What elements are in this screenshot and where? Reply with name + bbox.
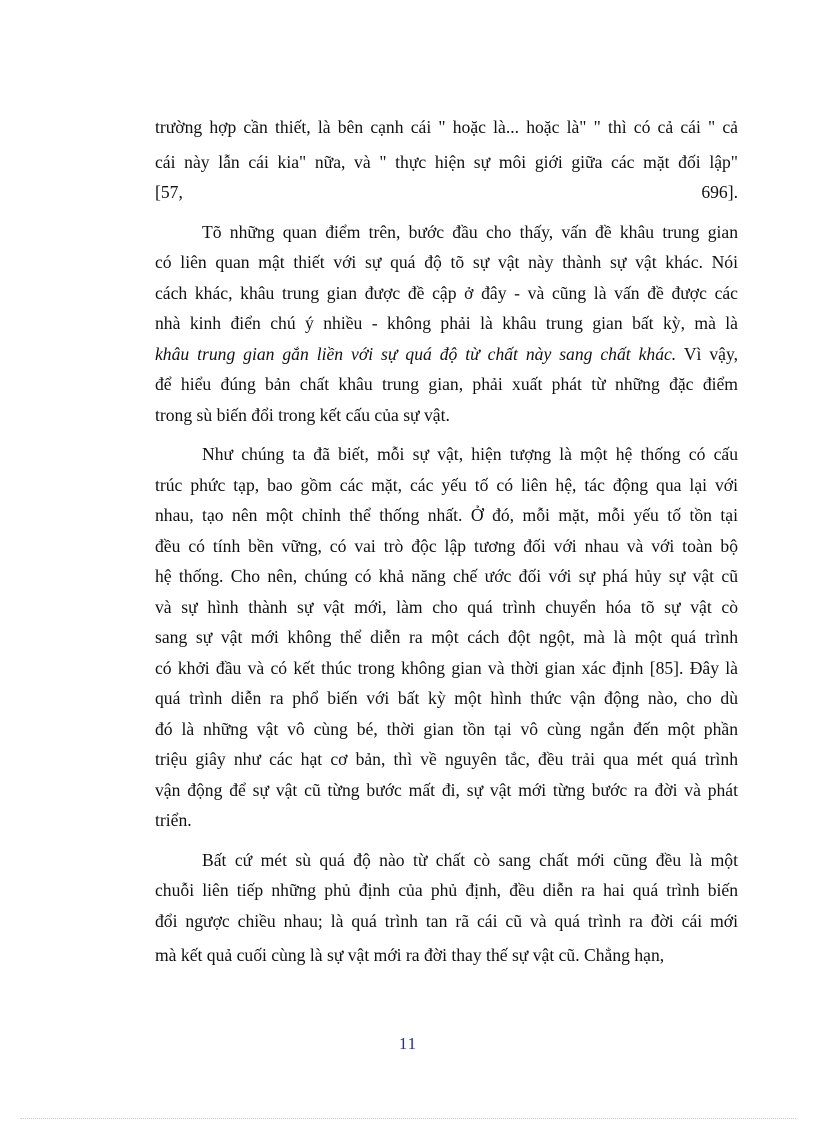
text-line: chuỗi liên tiếp những phủ định của phủ định, đều diễn ra hai quá trình biến — [155, 880, 738, 900]
text-line: để hiểu đúng bản chất khâu trung gian, phải xuất phát từ những đặc điểm — [155, 374, 738, 394]
text-line: hệ thống. Cho nên, chúng có khả năng chế ước đối với sự phá hủy sự vật cũ — [155, 566, 738, 586]
text-line: đổi ngược chiều nhau; là quá trình tan rã cái cũ và quá trình ra đời cái mới — [155, 910, 738, 931]
text-line: và sự hình thành sự vật mới, làm cho quá trình chuyển hóa tõ sự vật cò — [155, 596, 738, 617]
text-line: đó là những vật vô cùng bé, thời gian tồn tại vô cùng ngắn đến một phần — [155, 718, 738, 739]
text-line: Tõ những quan điểm trên, bước đầu cho thấy, vấn đề khâu trung gian — [202, 221, 738, 242]
text-line: triệu giây như các hạt cơ bản, thì về nguyên tắc, đều trải qua mét quá trình — [155, 749, 738, 769]
text-line: nhau, tạo nên một chỉnh thể thống nhất. Ở đó, mỗi mặt, mỗi yếu tố tồn tại — [155, 505, 738, 525]
italic-emphasis: khâu trung gian gắn liền với sự quá độ từ chất này sang chất khác. — [155, 343, 677, 364]
text-line: triển. — [155, 810, 192, 830]
text-line: có khởi đầu và có kết thúc trong không gian và thời gian xác định [85]. Đây là — [155, 657, 738, 678]
document-body — [155, 112, 738, 971]
text-line: vận động để sự vật cũ từng bước mất đi, sự vật mới từng bước ra đời và phát — [155, 779, 738, 800]
paragraph-0 — [155, 112, 738, 208]
page-bottom-divider — [20, 1118, 796, 1119]
text-line: cách khác, khâu trung gian được đề cập ở đây - và cũng là vấn đề được các — [155, 282, 738, 303]
text-line: [57, 696]. — [155, 182, 738, 202]
paragraph-2 — [155, 439, 738, 836]
text-line: nhà kinh điển chú ý nhiều - không phải là khâu trung gian bất kỳ, mà là — [155, 313, 738, 333]
text-fragment: Vì vậy, — [676, 343, 738, 364]
text-line: cái này lẫn cái kia" nữa, và " thực hiện sự môi giới giữa các mặt đối lập" — [155, 151, 738, 172]
paragraph-3 — [155, 845, 738, 971]
text-line: có liên quan mật thiết với sự quá độ tõ sự vật này thành sự vật khác. Nói — [155, 252, 738, 272]
text-line: trúc phức tạp, bao gồm các mặt, các yếu tố có liên hệ, tác động qua lại với — [155, 474, 738, 495]
text-line: sang sự vật mới không thể diễn ra một cách đột ngột, mà là một quá trình — [155, 627, 738, 647]
text-line — [155, 339, 738, 370]
text-line: quá trình diễn ra phổ biến với bất kỳ một hình thức vận động nào, cho dù — [155, 688, 738, 708]
text-line: đều có tính bền vững, có vai trò độc lập tương đối với nhau và với toàn bộ — [155, 535, 738, 556]
text-line: trong sù biến đổi trong kết cấu của sự vật. — [155, 404, 450, 425]
page-number: 11 — [398, 1034, 418, 1053]
text-line: mà kết quả cuối cùng là sự vật mới ra đời thay thế sự vật cũ. Chẳng hạn, — [155, 945, 665, 965]
text-line: trường hợp cần thiết, là bên cạnh cái " hoặc là... hoặc là" " thì có cả cái " cả — [155, 117, 738, 137]
text-line: Như chúng ta đã biết, mỗi sự vật, hiện tượng là một hệ thống có cấu — [202, 444, 738, 464]
text-line: Bất cứ mét sù quá độ nào từ chất cò sang chất mới cũng đều là một — [202, 849, 738, 870]
paragraph-1 — [155, 217, 738, 431]
